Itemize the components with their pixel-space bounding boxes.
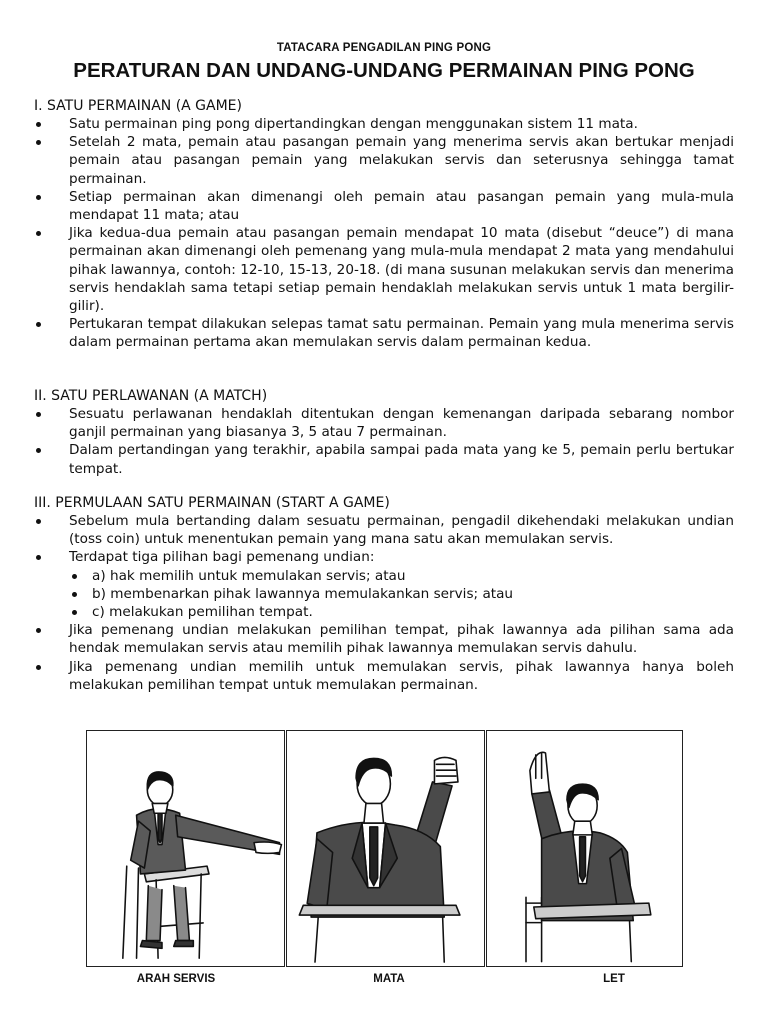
- section-satu-permainan: [34, 97, 734, 352]
- section-satu-perlawanan: [34, 387, 734, 478]
- list-item: Jika pemenang undian melakukan pemilihan tempat, pihak lawannya ada pilihan sama ada hendak memulakan servis atau memilih pihak lawannya memulakan servis dahulu.: [34, 621, 734, 657]
- figure-caption: MATA: [373, 973, 405, 985]
- bullet-list: [34, 621, 734, 694]
- list-item: Setiap permainan akan dimenangi oleh pemain atau pasangan pemain yang mula-mula mendapat 11 mata; atau: [34, 188, 734, 224]
- list-item: Jika kedua-dua pemain atau pasangan pemain mendapat 10 mata (disebut “deuce”) di mana permainan akan dimenangi oleh pemenang yang mula-mula mendapat 2 mata yang mendahului pihak lawannya, contoh: 12-10, 15-13, 20-18. (di mana susunan melakukan servis dan menerima servis hendaklah sama tetapi setiap pemain hendaklah melakukan servis untuk 1 mata bergilir-gilir).: [34, 224, 734, 315]
- figure-mata: [286, 730, 485, 967]
- umpire-arm-pointing-icon: [87, 731, 284, 966]
- sub-list-item: b) membenarkan pihak lawannya memulakankan servis; atau: [34, 585, 734, 603]
- list-item: Terdapat tiga pilihan bagi pemenang undian:: [34, 548, 734, 566]
- list-item: Sebelum mula bertanding dalam sesuatu permainan, pengadil dikehendaki melakukan undian (toss coin) untuk menentukan pemain yang mana satu akan memulakan servis.: [34, 512, 734, 548]
- figure-let: [486, 730, 683, 967]
- sub-bullet-list: [34, 567, 734, 622]
- list-item: Sesuatu perlawanan hendaklah ditentukan dengan kemenangan daripada sebarang nombor ganjil permainan yang biasanya 3, 5 atau 7 permainan.: [34, 405, 734, 441]
- bullet-list: [34, 405, 734, 478]
- list-item: Setelah 2 mata, pemain atau pasangan pemain yang menerima servis akan bertukar menjadi pemain atau pasangan pemain yang melakukan servis dan seterusnya sehingga tamat permainan.: [34, 133, 734, 188]
- figure-arah-servis: [86, 730, 285, 967]
- list-item: Dalam pertandingan yang terakhir, apabila sampai pada mata yang ke 5, pemain perlu bertukar tempat.: [34, 441, 734, 477]
- figure-caption: LET: [603, 973, 625, 985]
- sub-list-item: a) hak memilih untuk memulakan servis; atau: [34, 567, 734, 585]
- section-permulaan-permainan: [34, 494, 734, 694]
- list-item: Pertukaran tempat dilakukan selepas tamat satu permainan. Pemain yang mula menerima servis dalam permainan pertama akan memulakan servis dalam permainan kedua.: [34, 315, 734, 351]
- section-heading: III. PERMULAAN SATU PERMAINAN (START A GAME): [34, 495, 390, 511]
- list-item: Satu permainan ping pong dipertandingkan dengan menggunakan sistem 11 mata.: [34, 115, 734, 133]
- document-title: PERATURAN DAN UNDANG-UNDANG PERMAINAN PING PONG: [73, 59, 695, 82]
- bullet-list: [34, 512, 734, 567]
- umpire-open-hand-raised-icon: [487, 731, 682, 966]
- list-item: Jika pemenang undian memilih untuk memulakan servis, pihak lawannya hanya boleh melakukan pemilihan tempat untuk memulakan permainan.: [34, 658, 734, 694]
- document-kicker: TATACARA PENGADILAN PING PONG: [276, 42, 492, 54]
- figure-caption: ARAH SERVIS: [136, 973, 216, 985]
- umpire-fist-raised-icon: [287, 731, 484, 966]
- sub-list-item: c) melakukan pemilihan tempat.: [34, 603, 734, 621]
- section-heading: I. SATU PERMAINAN (A GAME): [34, 98, 242, 114]
- section-heading: II. SATU PERLAWANAN (A MATCH): [34, 388, 268, 404]
- bullet-list: [34, 115, 734, 352]
